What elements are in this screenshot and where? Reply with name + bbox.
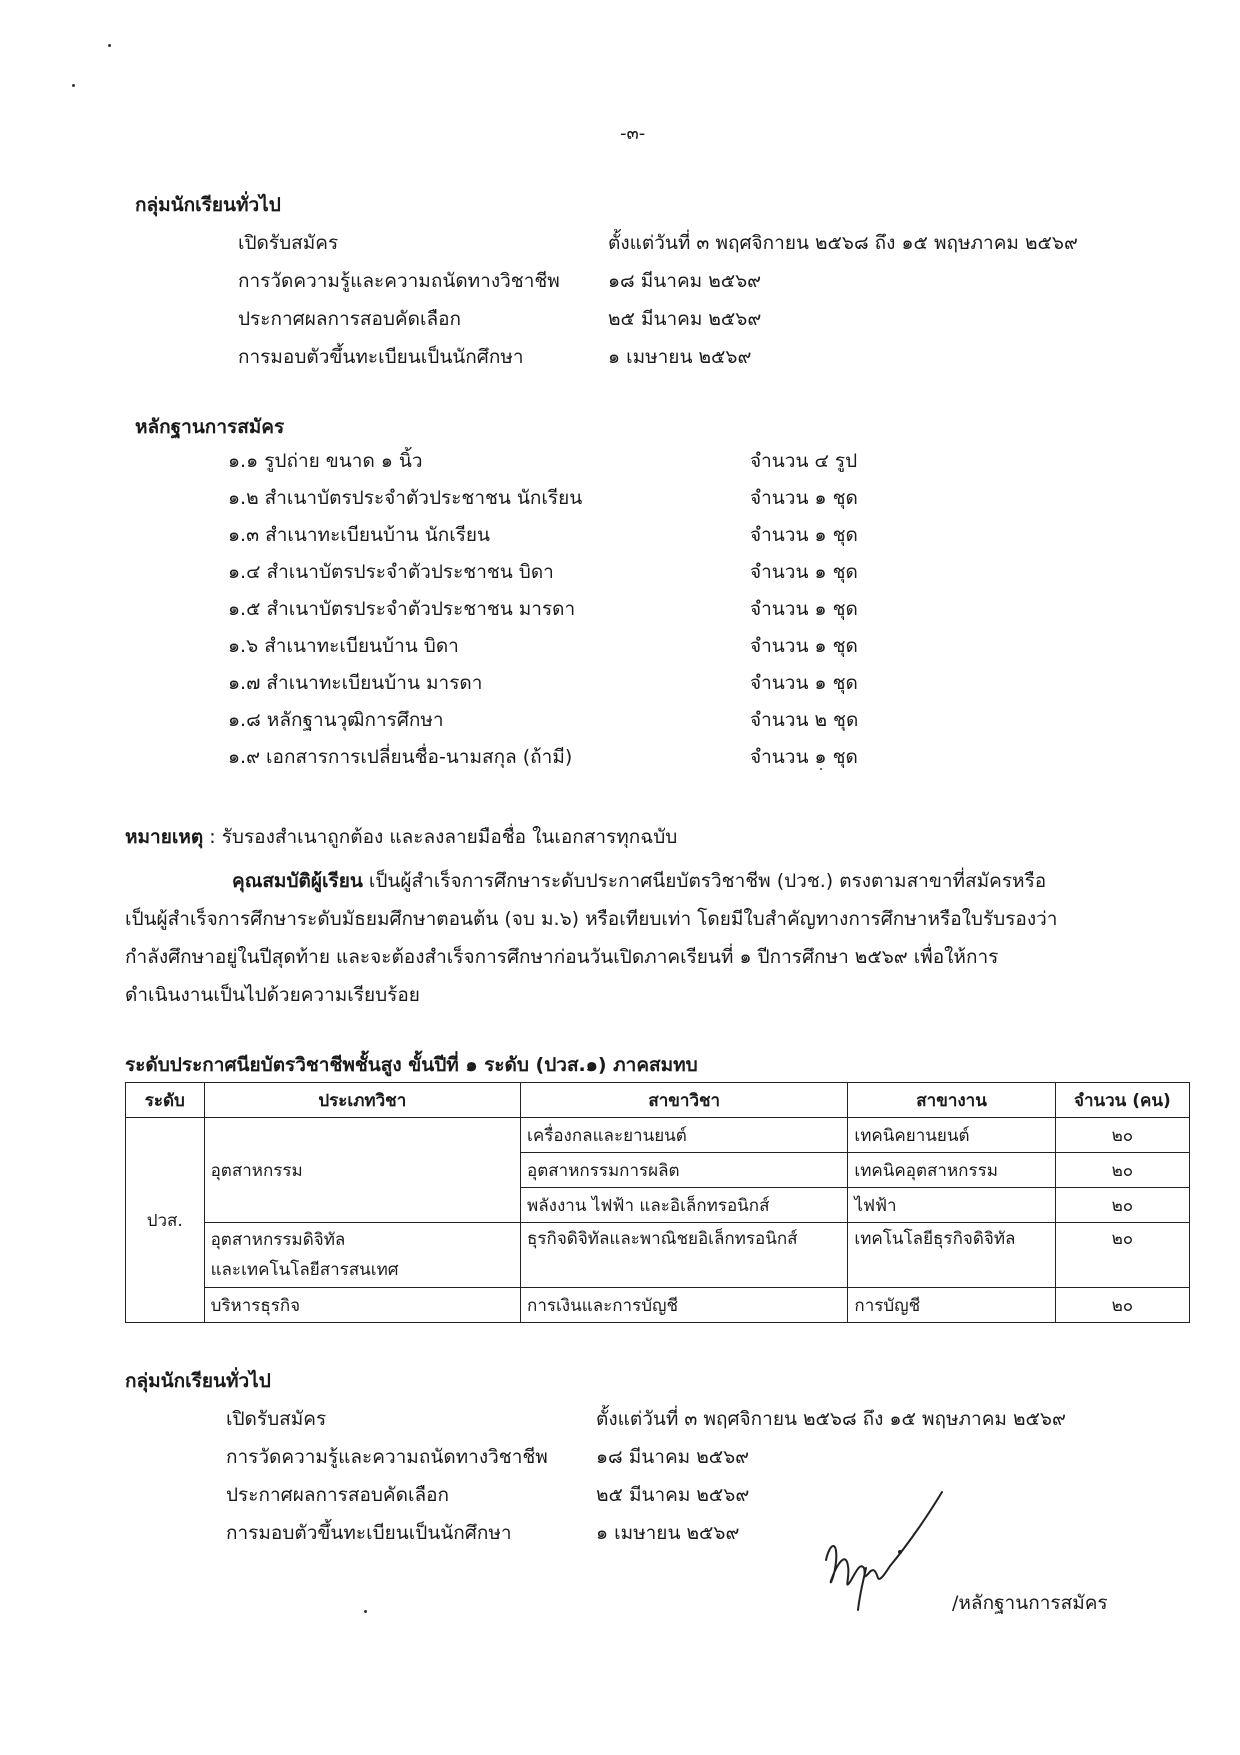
note-line [125,824,677,850]
requirement-count: จำนวน ๑ ชุด [750,487,858,509]
list-item [228,559,888,596]
qualifications-line-1 [232,868,1046,894]
list-item [228,448,888,485]
list-item [228,522,888,559]
count-cell: ๒๐ [1055,1153,1189,1188]
schedule-row [226,1406,1206,1444]
requirement-count: จำนวน ๒ ชุด [750,709,859,731]
schedule-row [226,1520,1206,1558]
requirement-label: ๑.๙ เอกสารการเปลี่ยนชื่อ-นามสกุล (ถ้ามี) [228,746,573,768]
requirement-count: จำนวน ๑ ชุด [750,672,858,694]
note-label: หมายเหตุ [125,826,204,848]
column-header: สาขาวิชา [521,1083,848,1118]
major-cell: การเงินและการบัญชี [521,1288,848,1323]
schedule-label: การวัดความรู้และความถนัดทางวิชาชีพ [238,270,560,292]
major-cell: เครื่องกลและยานยนต์ [521,1118,848,1153]
section-1-heading: กลุ่มนักเรียนทั่วไป [135,194,281,216]
requirement-label: ๑.๒ สำเนาบัตรประจำตัวประชาชน นักเรียน [228,487,583,509]
requirement-count: จำนวน ๑ ชุด [750,635,858,657]
schedule-label: การวัดความรู้และความถนัดทางวิชาชีพ [226,1446,548,1468]
programs-table [125,1082,1190,1323]
column-header: ระดับ [126,1083,205,1118]
requirement-label: ๑.๓ สำเนาทะเบียนบ้าน นักเรียน [228,524,491,546]
qualifications-text-1: เป็นผู้สำเร็จการศึกษาระดับประกาศนียบัตรวิชาชีพ (ปวช.) ตรงตามสาขาที่สมัครหรือ [362,870,1047,892]
requirement-count: จำนวน ๔ รูป [750,450,858,472]
scan-speck [108,44,111,47]
schedule-label: เปิดรับสมัคร [238,232,339,254]
major-cell: อุตสาหกรรมการผลิต [521,1153,848,1188]
schedule-row [238,306,1218,344]
program-type-cell: บริหารธุรกิจ [204,1288,520,1323]
schedule-label: ประกาศผลการสอบคัดเลือก [226,1484,450,1506]
list-item [228,707,888,744]
requirements-list [228,448,888,781]
schedule-value: ๑๘ มีนาคม ๒๕๖๙ [608,270,762,292]
section-1-schedule [238,230,1218,382]
program-type-line-1: อุตสาหกรรมดิจิทัล [210,1230,346,1250]
table-title: ระดับประกาศนียบัตรวิชาชีพชั้นสูง ขั้นปีที่ ๑ ระดับ (ปวส.๑) ภาคสมทบ [125,1054,698,1076]
program-type-cell: อุตสาหกรรม [204,1118,520,1223]
requirement-label: ๑.๕ สำเนาบัตรประจำตัวประชาชน มารดา [228,598,576,620]
requirement-count: จำนวน ๑ ชุด [750,561,858,583]
count-cell: ๒๐ [1055,1188,1189,1223]
program-type-line-2: และเทคโนโลยีสารสนเทศ [210,1260,399,1280]
requirement-count: จำนวน ๑ ชุด [750,524,858,546]
major-cell: ธุรกิจดิจิทัลและพาณิชยอิเล็กทรอนิกส์ [521,1223,848,1288]
schedule-label: การมอบตัวขึ้นทะเบียนเป็นนักศึกษา [238,346,524,368]
requirement-label: ๑.๘ หลักฐานวุฒิการศึกษา [228,709,444,731]
field-cell: เทคนิคอุตสาหกรรม [848,1153,1055,1188]
schedule-label: การมอบตัวขึ้นทะเบียนเป็นนักศึกษา [226,1522,512,1544]
schedule-label: เปิดรับสมัคร [226,1408,327,1430]
field-cell: การบัญชี [848,1288,1055,1323]
schedule-row [238,268,1218,306]
qualifications-line-4: ดำเนินงานเป็นไปด้วยความเรียบร้อย [125,984,420,1006]
note-text: : รับรองสำเนาถูกต้อง และลงลายมือชื่อ ในเอกสารทุกฉบับ [203,826,678,848]
table-row [126,1288,1190,1323]
schedule-value: ๒๕ มีนาคม ๒๕๖๙ [596,1484,750,1506]
requirement-label: ๑.๖ สำเนาทะเบียนบ้าน บิดา [228,635,459,657]
schedule-value: ๑ เมษายน ๒๕๖๙ [596,1522,740,1544]
qualifications-label: คุณสมบัติผู้เรียน [232,870,363,892]
table-header-row [126,1083,1190,1118]
scan-speck [72,84,75,87]
field-cell: ไฟฟ้า [848,1188,1055,1223]
scan-speck [820,768,822,770]
table-row [126,1118,1190,1153]
program-type-cell [204,1223,520,1288]
page-number: -๓- [620,123,646,144]
count-cell: ๒๐ [1055,1118,1189,1153]
count-cell: ๒๐ [1055,1288,1189,1323]
count-cell: ๒๐ [1055,1223,1189,1288]
scan-speck [364,1610,367,1613]
requirements-heading: หลักฐานการสมัคร [135,416,285,438]
schedule-row [226,1482,1206,1520]
schedule-label: ประกาศผลการสอบคัดเลือก [238,308,462,330]
level-cell: ปวส. [126,1118,205,1323]
schedule-value: ตั้งแต่วันที่ ๓ พฤศจิกายน ๒๕๖๘ ถึง ๑๕ พฤษภาคม ๒๕๖๙ [596,1408,1066,1430]
list-item [228,633,888,670]
qualifications-line-3: กำลังศึกษาอยู่ในปีสุดท้าย และจะต้องสำเร็จการศึกษาก่อนวันเปิดภาคเรียนที่ ๑ ปีการศึกษา ๒๕๖๙ เพื่อให้การ [125,946,999,968]
schedule-row [238,230,1218,268]
major-cell: พลังงาน ไฟฟ้า และอิเล็กทรอนิกส์ [521,1188,848,1223]
requirement-count: จำนวน ๑ ชุด [750,746,858,768]
requirement-label: ๑.๑ รูปถ่าย ขนาด ๑ นิ้ว [228,450,423,472]
table-row [126,1223,1190,1288]
requirement-label: ๑.๗ สำเนาทะเบียนบ้าน มารดา [228,672,483,694]
schedule-value: ๒๕ มีนาคม ๒๕๖๙ [608,308,762,330]
schedule-value: ตั้งแต่วันที่ ๓ พฤศจิกายน ๒๕๖๘ ถึง ๑๕ พฤษภาคม ๒๕๖๙ [608,232,1078,254]
schedule-value: ๑ เมษายน ๒๕๖๙ [608,346,752,368]
requirement-count: จำนวน ๑ ชุด [750,598,858,620]
column-header: สาขางาน [848,1083,1055,1118]
list-item [228,485,888,522]
requirement-label: ๑.๔ สำเนาบัตรประจำตัวประชาชน บิดา [228,561,554,583]
handwritten-signature [820,1482,970,1612]
column-header: ประเภทวิชา [204,1083,520,1118]
continued-marker: /หลักฐานการสมัคร [952,1592,1108,1614]
section-2-schedule [226,1406,1206,1558]
section-2-heading: กลุ่มนักเรียนทั่วไป [125,1370,271,1392]
schedule-row [226,1444,1206,1482]
list-item [228,744,888,781]
schedule-value: ๑๘ มีนาคม ๒๕๖๙ [596,1446,750,1468]
list-item [228,596,888,633]
list-item [228,670,888,707]
field-cell: เทคนิคยานยนต์ [848,1118,1055,1153]
qualifications-line-2: เป็นผู้สำเร็จการศึกษาระดับมัธยมศึกษาตอนต้น (จบ ม.๖) หรือเทียบเท่า โดยมีใบสำคัญทางการศึกษาหรือใบรับรองว่า [125,908,1058,930]
field-cell: เทคโนโลยีธุรกิจดิจิทัล [848,1223,1055,1288]
schedule-row [238,344,1218,382]
column-header: จำนวน (คน) [1055,1083,1189,1118]
